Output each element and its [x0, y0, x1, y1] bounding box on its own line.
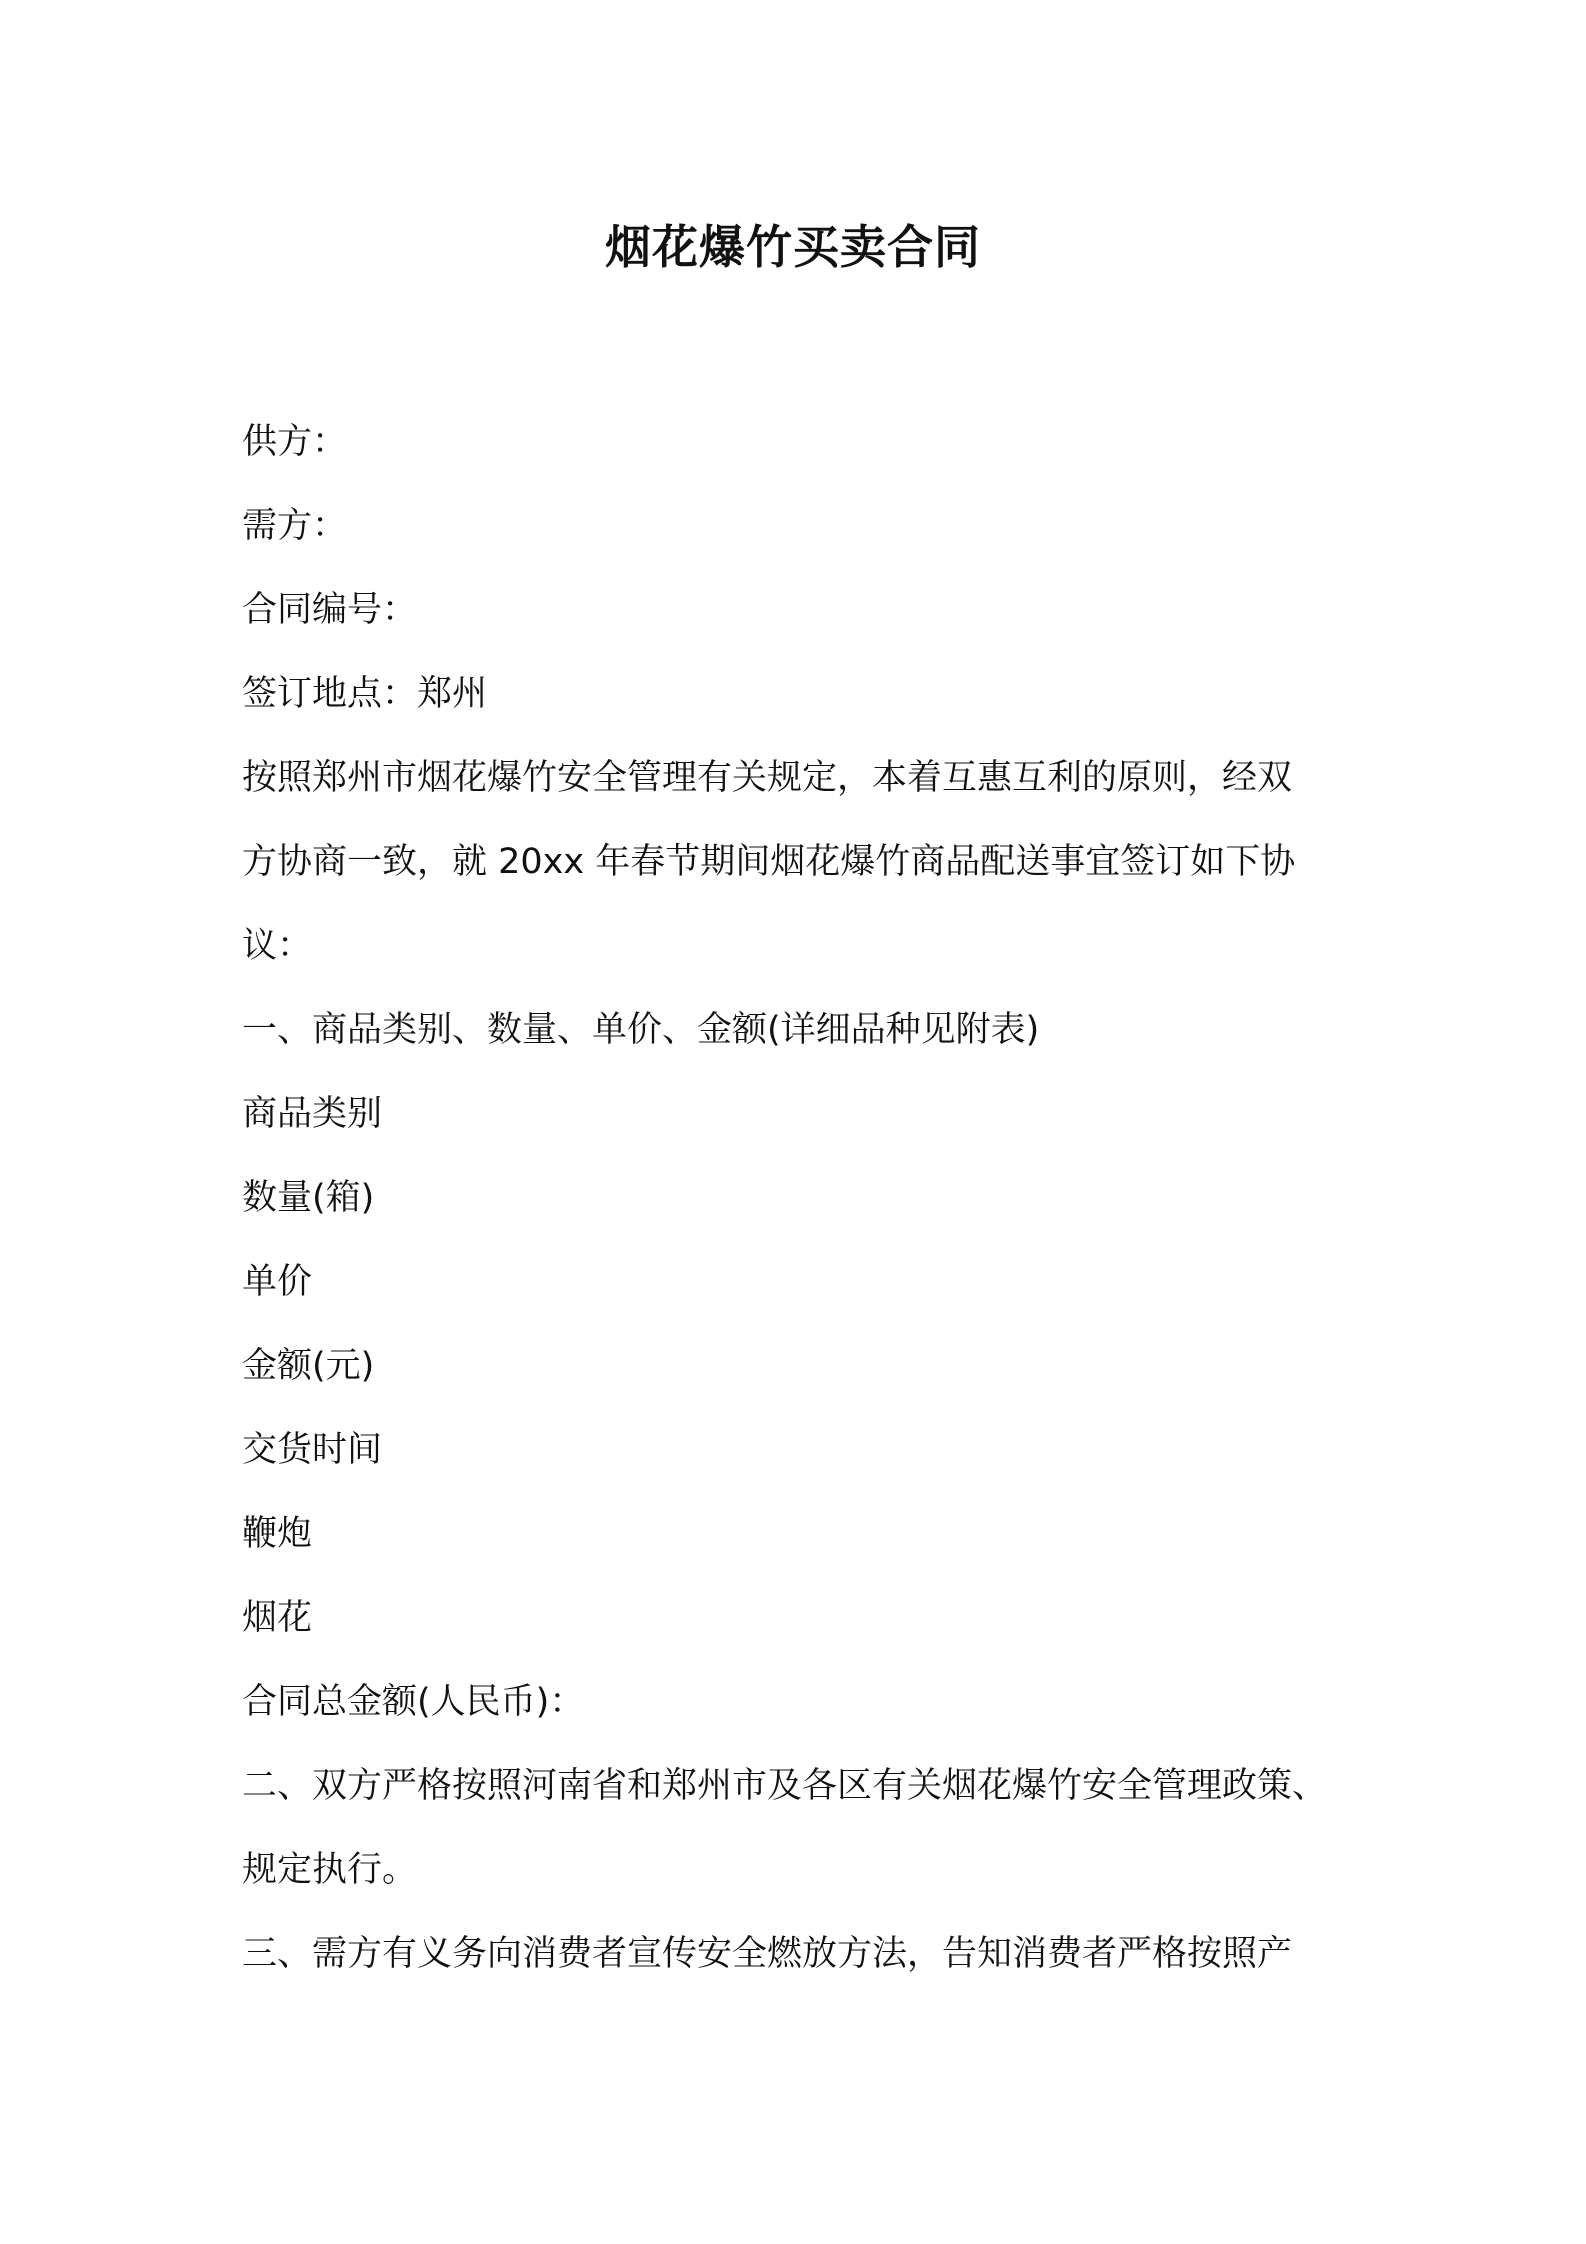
- field-delivery-time: 交货时间: [242, 1430, 383, 1470]
- contract-number-line: 合同编号：: [242, 590, 418, 630]
- document-title: 烟花爆竹买卖合同: [605, 220, 981, 274]
- item-fireworks: 烟花: [242, 1598, 313, 1638]
- clause-2-line-2: 规定执行。: [242, 1850, 418, 1890]
- clause-3-line-1: 三、需方有义务向消费者宣传安全燃放方法，告知消费者严格按照产: [242, 1934, 1293, 1974]
- clause-2-line-1: 二、双方严格按照河南省和郑州市及各区有关烟花爆竹安全管理政策、: [242, 1766, 1328, 1806]
- document-body: [242, 400, 1362, 1996]
- preamble-line-1: 按照郑州市烟花爆竹安全管理有关规定，本着互惠互利的原则，经双: [242, 758, 1293, 798]
- clause-1-heading: 一、商品类别、数量、单价、金额(详细品种见附表): [242, 1010, 1040, 1050]
- preamble-line-2: 方协商一致，就 20xx 年春节期间烟花爆竹商品配送事宜签订如下协: [242, 842, 1296, 882]
- field-quantity: 数量(箱): [242, 1178, 375, 1218]
- preamble-line-3: 议：: [242, 926, 313, 966]
- signing-place-line: 签订地点：郑州: [242, 674, 488, 714]
- field-product-category: 商品类别: [242, 1094, 383, 1134]
- total-amount-line: 合同总金额(人民币)：: [242, 1682, 585, 1722]
- supplier-line: 供方：: [242, 422, 348, 462]
- buyer-line: 需方：: [242, 506, 348, 546]
- item-firecrackers: 鞭炮: [242, 1514, 313, 1554]
- field-unit-price: 单价: [242, 1262, 313, 1302]
- field-amount: 金额(元): [242, 1346, 375, 1386]
